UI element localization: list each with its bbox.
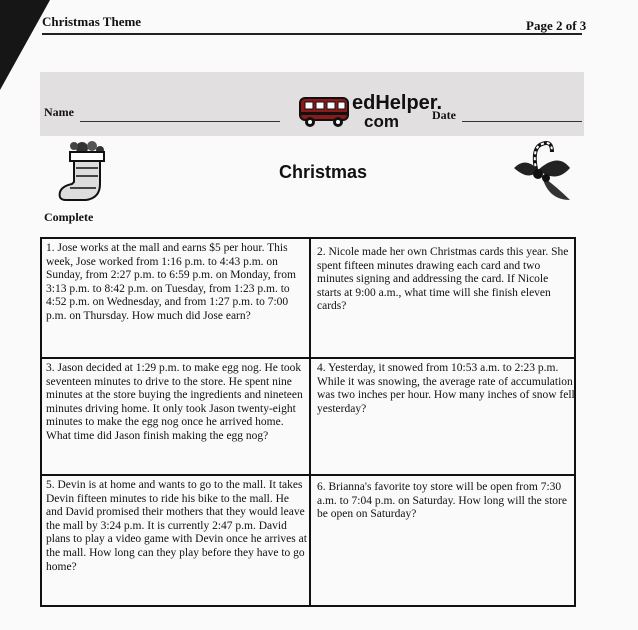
problem-number: 3.	[46, 362, 55, 374]
problem-text: Jason decided at 1:29 p.m. to make egg nog. He took seventeen minutes to drive to the store. He spent nine minutes at the store buying the ingredients and nineteen minutes driving home. It only took Jason twenty-eight minutes to make the egg nog once he arrived home. What time did Jason finish making the egg nog?	[46, 362, 303, 442]
problem-cell	[46, 242, 308, 324]
page-indicator: Page 2 of 3	[526, 18, 587, 33]
date-label: Date	[432, 108, 456, 122]
worksheet-title: Christmas	[278, 162, 368, 182]
problem-text: Brianna's favorite toy store will be open from 7:30 a.m. to 7:04 p.m. on Saturday. How long will the store be open on Saturday?	[317, 481, 567, 521]
problem-text: Yesterday, it snowed from 10:53 a.m. to 2:23 p.m. While it was snowing, the average rate of accumulation was two inches per hour. How many inches of snow fell yesterday?	[317, 362, 575, 415]
problem-number: 4.	[317, 362, 326, 374]
problem-cell	[46, 362, 308, 444]
instruction-label: Complete	[44, 210, 94, 224]
problem-number: 2.	[317, 246, 326, 258]
problem-cell	[317, 362, 575, 416]
problem-cell	[317, 246, 575, 314]
problem-cell	[317, 481, 575, 522]
problem-number: 5.	[46, 479, 55, 491]
grid-row-divider	[40, 357, 576, 359]
theme-title: Christmas Theme	[42, 14, 142, 29]
problem-number: 1.	[46, 242, 55, 254]
name-line	[80, 121, 280, 122]
header-rule	[42, 33, 582, 35]
problem-number: 6.	[317, 481, 326, 493]
problem-text: Nicole made her own Christmas cards this year. She spent fifteen minutes drawing each card and two minutes signing and addressing the card. If Nicole starts at 9:00 a.m., what time will she finish eleven cards?	[317, 246, 569, 313]
date-line	[462, 121, 582, 122]
name-label: Name	[44, 105, 74, 119]
problem-cell	[46, 479, 308, 574]
problem-text: Jose works at the mall and earns $5 per hour. This week, Jose worked from 1:16 p.m. to 4:43 p.m. on Sunday, from 2:27 p.m. to 6:59 p.m. on Monday, from 3:13 p.m. to 8:42 p.m. on Tuesday, from 1:23 p.m. to 4:52 p.m. on Wednesday, and from 1:27 p.m. to 7:00 p.m. on Thursday. How much did Jose earn?	[46, 242, 296, 322]
logo-wordmark: edHelper.	[352, 92, 443, 114]
grid-row-divider	[40, 474, 576, 476]
problem-text: Devin is at home and wants to go to the mall. It takes Devin fifteen minutes to ride his bike to the mall. He and David promised their mothers that they would leave the mall by 3:24 p.m. It is currently 2:47 p.m. David plans to play a video game with Devin once he arrives at the mall. How long can they play before they have to go home?	[46, 479, 307, 573]
grid-column-divider	[309, 237, 311, 607]
logo-domain: com	[364, 112, 399, 131]
